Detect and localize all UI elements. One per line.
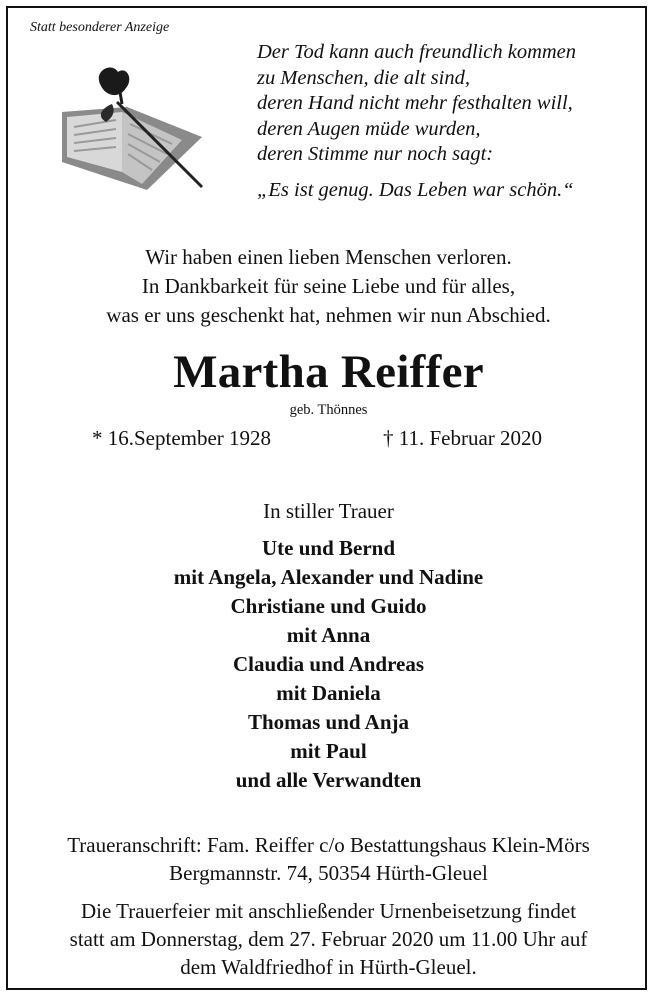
ceremony-info: [0, 897, 657, 981]
poem: [257, 40, 576, 204]
notice-label: Statt besonderer Anzeige: [30, 20, 170, 35]
intro-line: Wir haben einen lieben Menschen verloren.: [145, 245, 512, 269]
mourner-line: und alle Verwandten: [235, 768, 422, 792]
mourner-line: mit Daniela: [276, 681, 381, 705]
mourner-line: mit Paul: [290, 739, 367, 763]
mourner-line: Claudia und Andreas: [232, 652, 425, 676]
mourning-label: In stiller Trauer: [263, 499, 394, 523]
ceremony-line: dem Waldfriedhof in Hürth-Gleuel.: [180, 955, 477, 979]
book-and-rose-icon: [62, 62, 212, 192]
ceremony-line: statt am Donnerstag, dem 27. Februar 2020 um 11.00 Uhr auf: [69, 927, 588, 951]
mourners-list: [0, 534, 657, 795]
intro-line: was er uns geschenkt hat, nehmen wir nun Abschied.: [106, 303, 551, 327]
poem-line: Der Tod kann auch freundlich kommen: [257, 41, 577, 63]
mourner-line: mit Angela, Alexander und Nadine: [173, 565, 484, 589]
birth-name: geb. Thönnes: [289, 402, 368, 418]
mourner-line: Christiane und Guido: [230, 594, 427, 618]
address-line: Bergmannstr. 74, 50354 Hürth-Gleuel: [169, 861, 488, 885]
mourner-line: Ute und Bernd: [261, 536, 396, 560]
poem-line: zu Menschen, die alt sind,: [257, 66, 470, 89]
poem-line: deren Hand nicht mehr festhalten will,: [257, 92, 573, 115]
poem-quote: „Es ist genug. Das Leben war schön.“: [257, 178, 574, 201]
poem-line: deren Stimme nur noch sagt:: [257, 143, 494, 166]
poem-line: deren Augen müde wurden,: [257, 117, 481, 140]
mourner-line: mit Anna: [286, 623, 371, 647]
deceased-name: Martha Reiffer: [173, 346, 484, 398]
mourner-line: Thomas und Anja: [247, 710, 410, 734]
intro-text: [0, 243, 657, 330]
ceremony-line: Die Trauerfeier mit anschließender Urnenbeisetzung findet: [80, 899, 577, 923]
birth-date: * 16.September 1928: [92, 426, 272, 450]
mourning-address: [0, 831, 657, 887]
death-date: † 11. Februar 2020: [383, 426, 543, 450]
intro-line: In Dankbarkeit für seine Liebe und für alles,: [141, 274, 516, 298]
address-line: Traueranschrift: Fam. Reiffer c/o Bestattungshaus Klein-Mörs: [67, 833, 590, 857]
